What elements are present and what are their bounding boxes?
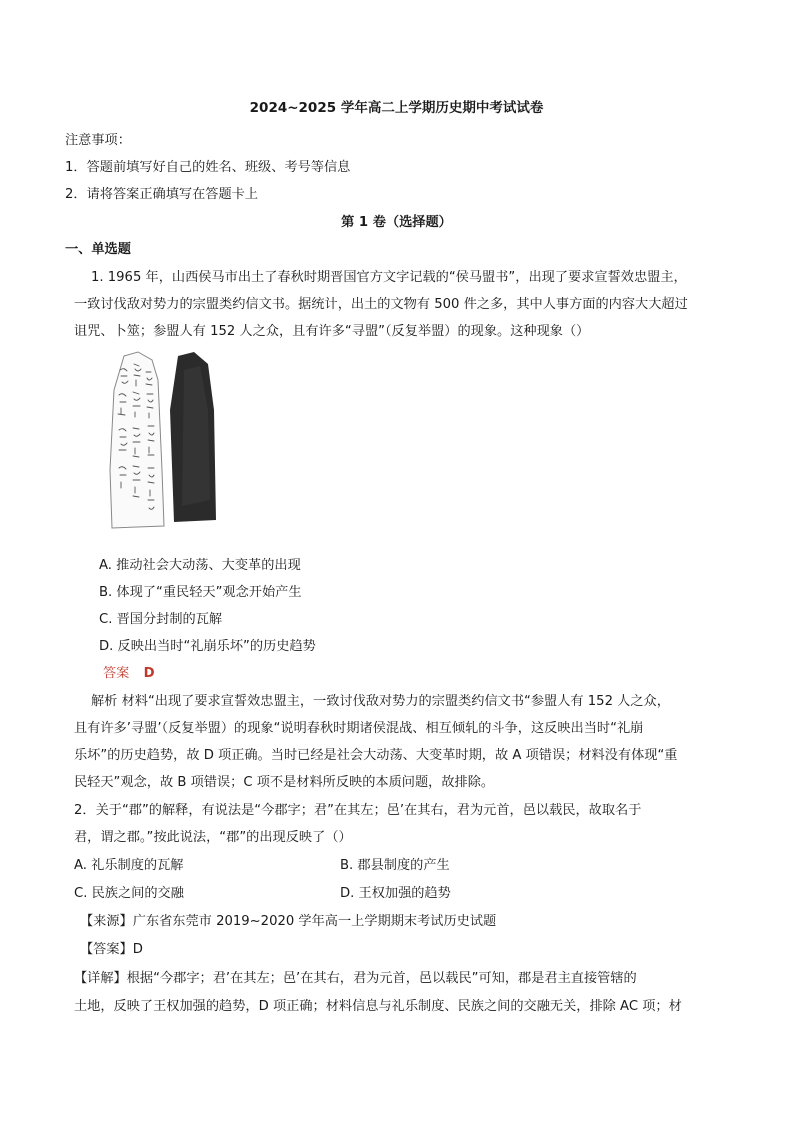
section-title: 第 1 卷（选择题） xyxy=(341,215,452,230)
notice-item: 1．答题前填写好自己的姓名、班级、考号等信息 xyxy=(65,160,351,175)
notice-item: 2．请将答案正确填写在答题卡上 xyxy=(65,187,259,202)
answer-value: D xyxy=(143,666,155,681)
question-2-option-d: D. 王权加强的趋势 xyxy=(340,886,451,901)
question-1-option-c: C. 晋国分封制的瓦解 xyxy=(99,612,223,627)
question-1-option-b: B. 体现了“重民轻天”观念开始产生 xyxy=(99,585,302,600)
question-1-analysis-line: 民轻天”观念，故 B 项错误；C 项不是材料所反映的本质问题，故排除。 xyxy=(74,775,495,790)
question-1-answer xyxy=(103,665,155,683)
question-1-option-d: D. 反映出当时“礼崩乐坏”的历史趋势 xyxy=(99,639,316,654)
question-2-stem-line: 2．关于“郡”的解释，有说法是“今郡字；君”在其左；邑’在其右，君为元首，邑以载民，故取名于 xyxy=(74,803,642,818)
question-2-stem-line: 君，谓之郡。”按此说法，“郡”的出现反映了（） xyxy=(74,830,352,845)
houma-covenant-tablet-image xyxy=(104,350,218,532)
question-1-analysis-line: 解析 材料“出现了要求宣誓效忠盟主，一致讨伐敌对势力的宗盟类约信文书“参盟人有 152 人之众， xyxy=(91,694,670,709)
question-2-detail-line: 【详解】根据“今郡字；君’在其左；邑’在其右，君为元首，邑以载民”可知，郡是君主直接管辖的 xyxy=(74,971,637,986)
exam-title: 2024~2025 学年高二上学期历史期中考试试卷 xyxy=(249,100,544,116)
question-1-stem-line: 1. 1965 年，山西侯马市出土了春秋时期晋国官方文字记载的“侯马盟书”，出现了要求宣誓效忠盟主， xyxy=(91,270,687,285)
question-2-option-c: C. 民族之间的交融 xyxy=(74,886,184,901)
question-2-detail-line: 土地，反映了王权加强的趋势，D 项正确；材料信息与礼乐制度、民族之间的交融无关，排除 AC 项；材 xyxy=(74,999,682,1014)
question-1-stem-line: 一致讨伐敌对势力的宗盟类约信文书。据统计，出土的文物有 500 件之多，其中人事方面的内容大大超过 xyxy=(74,297,688,312)
part-title: 一、单选题 xyxy=(65,242,131,257)
question-1-analysis-line: 且有许多’寻盟’（反复举盟）的现象“说明春秋时期诸侯混战、相互倾轧的斗争，这反映出当时“礼崩 xyxy=(74,721,644,736)
question-1-analysis-line: 乐坏”的历史趋势，故 D 项正确。当时已经是社会大动荡、大变革时期，故 A 项错误；材料没有体现“重 xyxy=(74,748,678,763)
question-2-answer: 【答案】D xyxy=(80,942,143,957)
answer-label: 答案 xyxy=(103,666,130,681)
question-2-option-b: B. 郡县制度的产生 xyxy=(340,858,450,873)
question-1-option-a: A. 推动社会大动荡、大变革的出现 xyxy=(99,558,301,573)
notice-heading: 注意事项： xyxy=(65,133,131,148)
question-2-option-a: A. 礼乐制度的瓦解 xyxy=(74,858,184,873)
question-1-stem-line: 诅咒、卜筮；参盟人有 152 人之众，且有许多“寻盟”（反复举盟）的现象。这种现象（） xyxy=(74,324,590,339)
question-2-source: 【来源】广东省东莞市 2019~2020 学年高一上学期期末考试历史试题 xyxy=(80,914,497,929)
